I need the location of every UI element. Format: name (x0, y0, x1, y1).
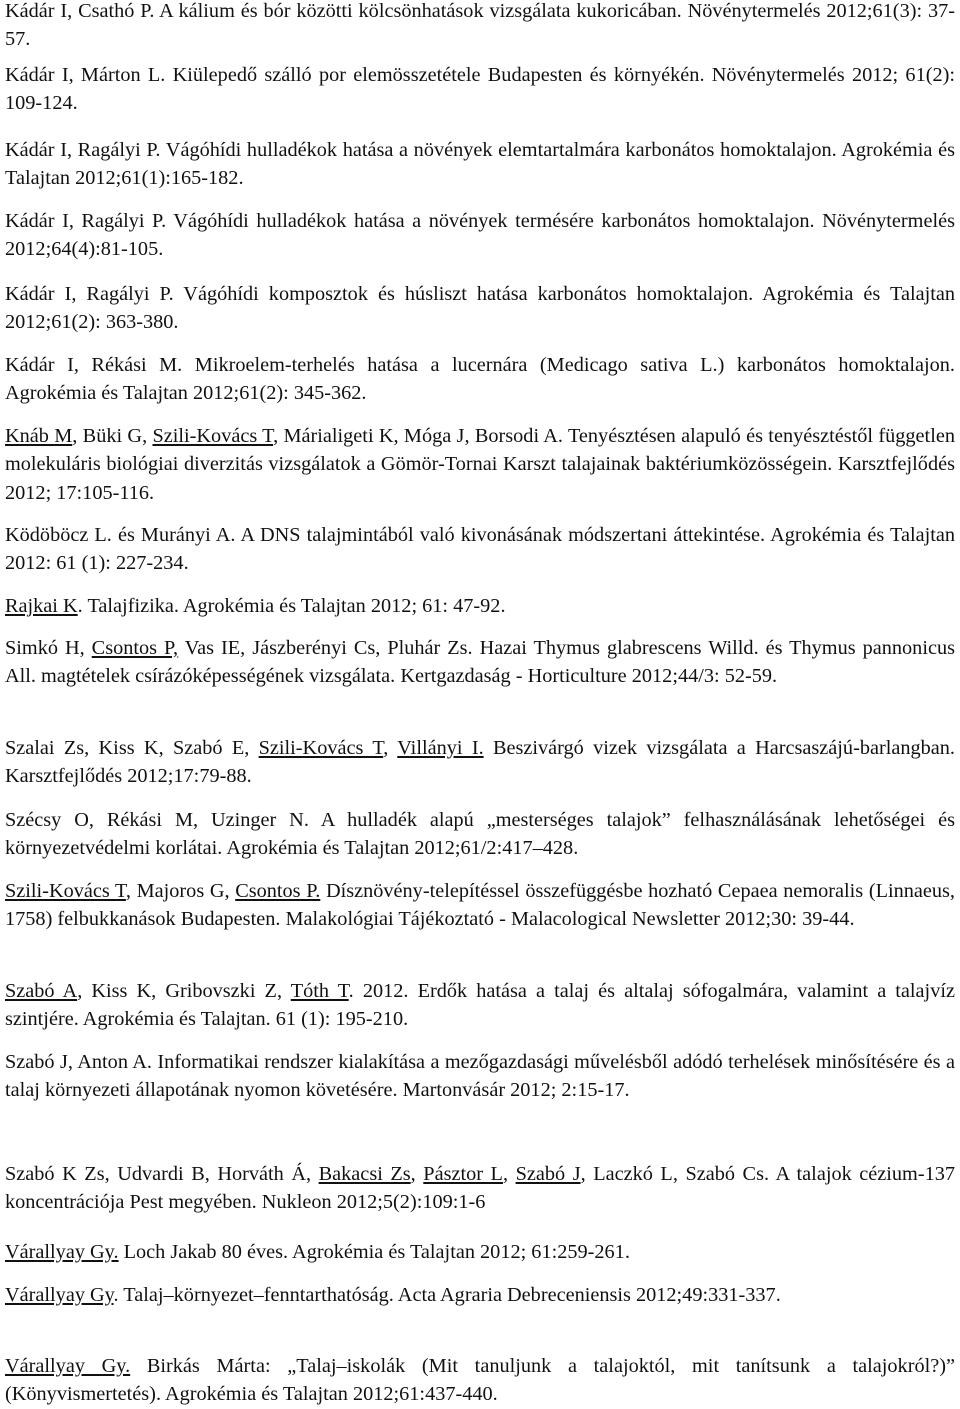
reference-text: , Márialigeti K, Móga J, Borsodi A. Tenyésztésen alapuló és tenyésztéstől független molekuláris biológiai diverzitás vizsgálatok a Gömör-Tornai Karszt talajainak baktériumközösségein. Karsztfejlődés 2012; 17:105-116. (5, 425, 955, 504)
reference-text: Kádár I, Csathó P. A kálium és bór közötti kölcsönhatások vizsgálata kukoricában. Növénytermelés 2012;61(3): 37-57. (5, 0, 955, 51)
underlined-author: Csontos P. (235, 880, 321, 902)
reference-text: . Talajfizika. Agrokémia és Talajtan 2012; 61: 47-92. (77, 595, 506, 617)
reference-entry (5, 61, 955, 118)
reference-text: Szalai Zs, Kiss K, Szabó E, (5, 737, 259, 759)
reference-entry (5, 351, 955, 408)
underlined-author: Várallyay Gy (5, 1284, 114, 1306)
underlined-author: Várallyay Gy. (5, 1355, 131, 1377)
reference-text: Kádár I, Rékási M. Mikroelem-terhelés hatása a lucernára (Medicago sativa L.) karbonátos homoktalajon. Agrokémia és Talajtan 2012;61(2): 345-362. (5, 354, 955, 405)
underlined-author: Szabó J (515, 1163, 581, 1185)
reference-entry (5, 1281, 955, 1309)
reference-entry (5, 877, 955, 934)
reference-entry (5, 1048, 955, 1105)
underlined-author: Pásztor L (423, 1163, 503, 1185)
reference-text: Szécsy O, Rékási M, Uzinger N. A hulladék alapú „mesterséges talajok” felhasználásának lehetőségei és környezetvédelmi korlátai. Agrokémia és Talajtan 2012;61/2:417–428. (5, 809, 955, 860)
reference-entry (5, 977, 955, 1034)
underlined-author: Szili-Kovács T (152, 425, 274, 447)
underlined-author: Szabó A (5, 980, 78, 1002)
reference-entry (5, 1238, 955, 1266)
underlined-author: Tóth T (290, 980, 349, 1002)
reference-text: Szabó K Zs, Udvardi B, Horváth Á, (5, 1163, 319, 1185)
reference-text: , (383, 737, 398, 759)
reference-entry (5, 207, 955, 264)
reference-text: Vas IE, Jászberényi Cs, Pluhár Zs. Hazai Thymus glabrescens Willd. és Thymus pannonicus All. magtételek csírázóképességének vizsgálata. Kertgazdaság - Horticulture 2012;44/3: 52-59. (5, 637, 955, 688)
reference-text: . Talaj–környezet–fenntarthatóság. Acta Agraria Debreceniensis 2012;49:331-337. (113, 1284, 781, 1306)
underlined-author: Bakacsi Zs (318, 1163, 411, 1185)
reference-text: , Kiss K, Gribovszki Z, (77, 980, 291, 1002)
reference-text: Kádár I, Ragályi P. Vágóhídi hulladékok hatása a növények termésére karbonátos homoktalajon. Növénytermelés 2012;64(4):81-105. (5, 210, 955, 261)
reference-entry (5, 521, 955, 578)
reference-text: Beszivárgó vizek vizsgálata a Harcsaszájú-barlangban. Karsztfejlődés 2012;17:79-88. (5, 737, 955, 788)
reference-text: , Majoros G, (125, 880, 236, 902)
reference-entry (5, 1352, 955, 1409)
reference-entry (5, 1160, 955, 1217)
reference-entry (5, 634, 955, 691)
reference-text: Szabó J, Anton A. Informatikai rendszer kialakítása a mezőgazdasági művelésből adódó terhelések minősítésére és a talaj környezeti állapotának nyomon követésére. Martonvásár 2012; 2:15-17. (5, 1051, 955, 1102)
reference-entry (5, 422, 955, 507)
reference-entry (5, 136, 955, 193)
underlined-author: Szili-Kovács T (5, 880, 126, 902)
underlined-author: Várallyay Gy. (5, 1241, 119, 1263)
reference-text: Kádár I, Ragályi P. Vágóhídi komposztok és húsliszt hatása karbonátos homoktalajon. Agrokémia és Talajtan 2012;61(2): 363-380. (5, 283, 955, 334)
reference-entry (5, 0, 955, 54)
reference-text: , Laczkó L, Szabó Cs. A talajok cézium-137 koncentrációja Pest megyében. Nukleon 2012;5(2):109:1-6 (5, 1163, 956, 1214)
reference-text: Birkás Márta: „Talaj–iskolák (Mit tanuljunk a talajoktól, mit tanítsunk a talajokról?)” (Könyvismertetés). Agrokémia és Talajtan 2012;61:437-440. (5, 1355, 955, 1406)
underlined-author: Villányi I. (397, 737, 484, 759)
reference-text: Kádár I, Márton L. Kiülepedő szálló por elemösszetétele Budapesten és környékén. Növénytermelés 2012; 61(2): 109-124. (5, 64, 955, 115)
reference-text: Kádár I, Ragályi P. Vágóhídi hulladékok hatása a növények elemtartalmára karbonátos homoktalajon. Agrokémia és Talajtan 2012;61(1):165-182. (5, 139, 955, 190)
underlined-author: Szili-Kovács T (258, 737, 384, 759)
reference-text: Loch Jakab 80 éves. Agrokémia és Talajtan 2012; 61:259-261. (118, 1241, 630, 1263)
reference-text: , Büki G, (72, 425, 153, 447)
reference-entry (5, 734, 955, 791)
reference-entry (5, 806, 955, 863)
reference-text: , (410, 1163, 424, 1185)
reference-text: Simkó H, (5, 637, 92, 659)
reference-text: Dísznövény-telepítéssel összefüggésbe hozható Cepaea nemoralis (Linnaeus, 1758) felbukkanások Budapesten. Malakológiai Tájékoztató - Malacological Newsletter 2012;30: 39-44. (5, 880, 955, 931)
reference-entry (5, 592, 955, 620)
underlined-author: Rajkai K (5, 595, 78, 617)
reference-text: . 2012. Erdők hatása a talaj és altalaj sófogalmára, valamint a talajvíz szintjére. Agrokémia és Talajtan. 61 (1): 195-210. (5, 980, 955, 1031)
reference-text: Ködöböcz L. és Murányi A. A DNS talajmintából való kivonásának módszertani áttekintése. Agrokémia és Talajtan 2012: 61 (1): 227-234. (5, 524, 955, 575)
reference-entry (5, 280, 955, 337)
underlined-author: Csontos P, (91, 637, 179, 659)
reference-text: , (502, 1163, 516, 1185)
underlined-author: Knáb M (5, 425, 73, 447)
